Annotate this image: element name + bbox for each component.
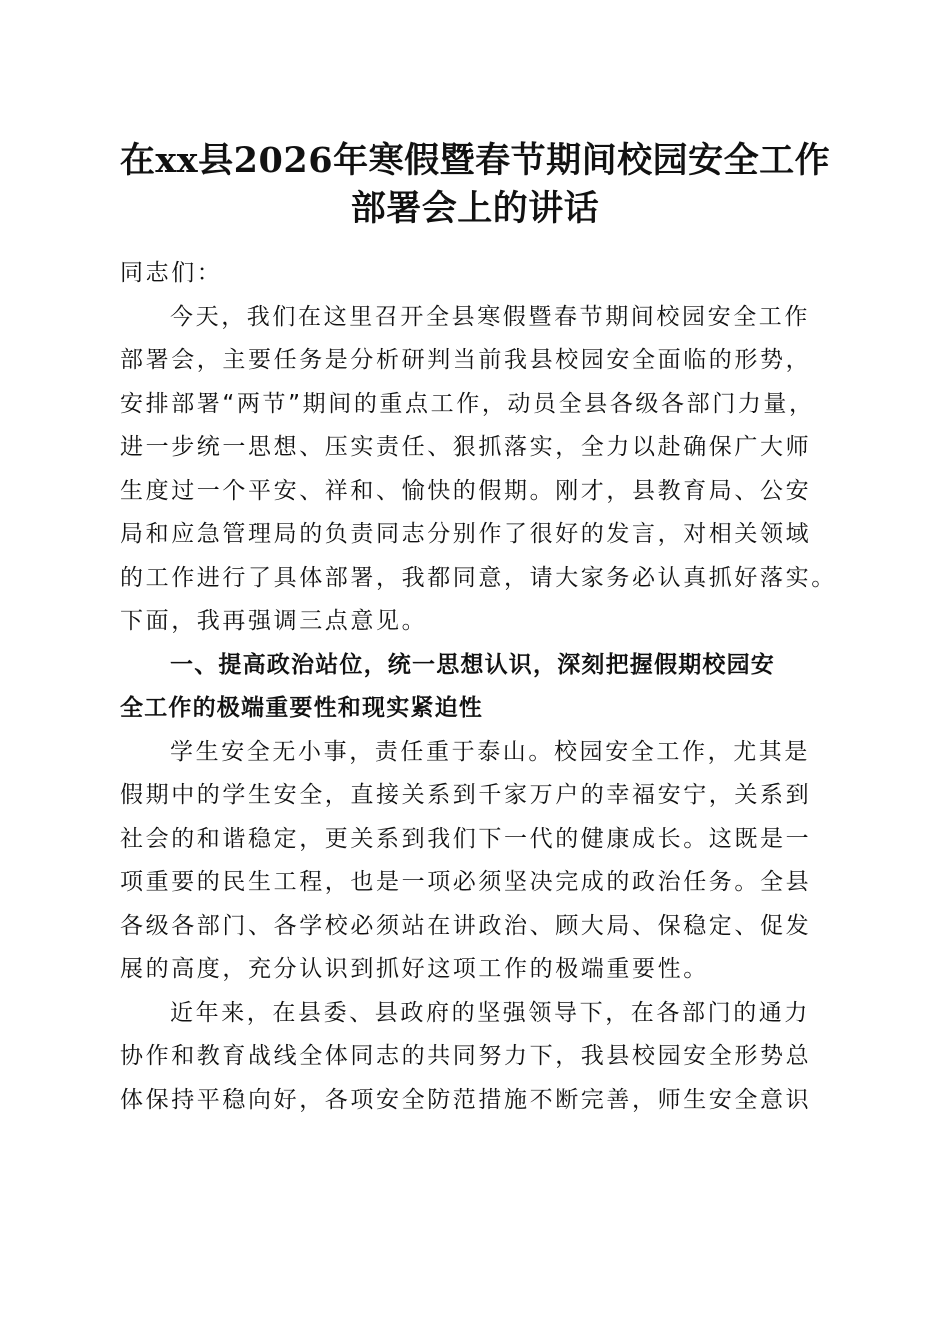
text-line: 近年来，在县委、县政府的坚强领导下，在各部门的通力 [170,999,810,1026]
heading-line: 全工作的极端重要性和现实紧迫性 [120,695,483,721]
text-line: 各级各部门、各学校必须站在讲政治、顾大局、保稳定、促发 [120,912,812,939]
text-line: 部署会，主要任务是分析研判当前我县校园安全面临的形势， [120,347,812,373]
text-line: 局和应急管理局的负责同志分别作了很好的发言，对相关领域 [120,521,812,547]
salutation: 同志们： [120,260,223,286]
text-line: 下面，我再强调三点意见。 [120,608,428,634]
title-line: 部署会上的讲话 [350,188,600,229]
text-line: 假期中的学生安全，直接关系到千家万户的幸福安宁，关系到 [120,782,812,808]
text-line: 协作和教育战线全体同志的共同努力下，我县校园安全形势总 [120,1043,812,1069]
text-line: 今天，我们在这里召开全县寒假暨春节期间校园安全工作 [170,303,810,330]
text-line: 展的高度，充分认识到抓好这项工作的极端重要性。 [120,956,709,982]
text-line: 安排部署“两节”期间的重点工作，动员全县各级各部门力量， [120,390,815,417]
text-line: 生度过一个平安、祥和、愉快的假期。刚才，县教育局、公安 [120,477,812,504]
paragraph-recent-years [120,992,836,1123]
document-body [120,252,836,1122]
section-heading-1 [120,644,836,731]
paragraph-intro [120,296,836,644]
text-line: 学生安全无小事，责任重于泰山。校园安全工作，尤其是 [170,738,810,765]
text-line: 社会的和谐稳定，更关系到我们下一代的健康成长。这既是一 [120,825,812,852]
heading-line: 一、提高政治站位，统一思想认识，深刻把握假期校园安 [170,651,775,678]
paragraph-importance [120,731,836,992]
text-line: 项重要的民生工程，也是一项必须坚决完成的政治任务。全县 [120,869,812,895]
text-line: 进一步统一思想、压实责任、狠抓落实，全力以赴确保广大师 [120,434,812,460]
title-line: 在xx县2026年寒假暨春节期间校园安全工作 [119,140,831,181]
text-line: 的工作进行了具体部署，我都同意，请大家务必认真抓好落实。 [120,564,837,591]
document-title [60,137,890,233]
text-line: 体保持平稳向好，各项安全防范措施不断完善，师生安全意识 [120,1086,812,1113]
